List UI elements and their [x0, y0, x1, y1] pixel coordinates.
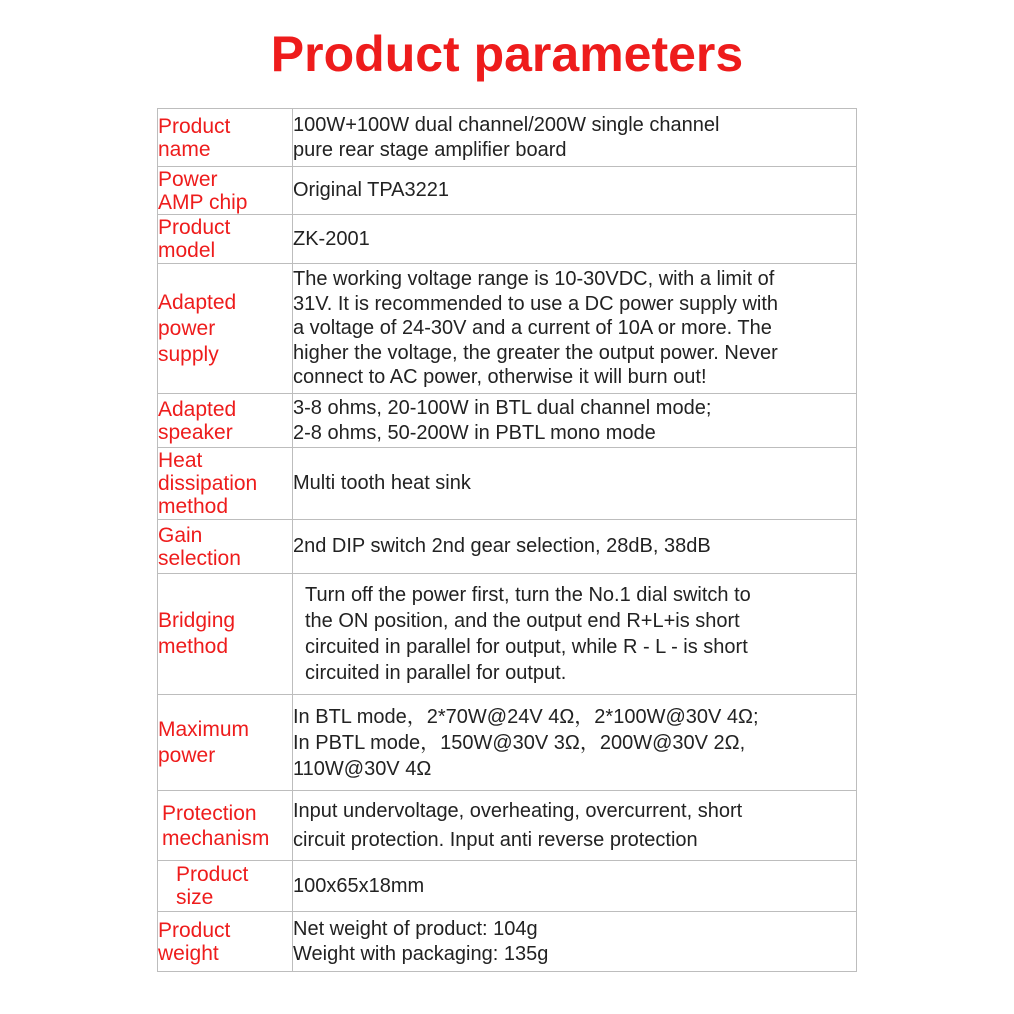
table-row: [158, 574, 857, 695]
row-value: 100W+100W dual channel/200W single channel pure rear stage amplifier board: [293, 114, 720, 161]
row-label: Product weight: [158, 918, 231, 965]
row-value-cell: [293, 574, 857, 695]
row-label-cell: [158, 167, 293, 215]
table-row: [158, 264, 857, 394]
table-row: [158, 448, 857, 520]
table-row: [158, 520, 857, 574]
row-label: Heat dissipation method: [158, 449, 258, 518]
row-label-cell: [158, 109, 293, 167]
row-value-cell: [293, 520, 857, 574]
row-value: Turn off the power first, turn the No.1 dial switch to the ON position, and the output end R+L+is short circuited in parallel for output, while R - L - is short circuited in parallel for output.: [305, 584, 751, 684]
row-value-cell: [293, 264, 857, 394]
row-value-cell: [293, 791, 857, 861]
row-label-cell: [158, 448, 293, 520]
row-label: Product size: [176, 863, 249, 909]
row-label-cell: [158, 574, 293, 695]
table-row: [158, 861, 857, 912]
row-label: Adapted power supply: [158, 290, 237, 366]
row-value-cell: [293, 695, 857, 791]
row-label-cell: [158, 264, 293, 394]
row-value: ZK-2001: [293, 227, 370, 250]
row-label-cell: [158, 695, 293, 791]
row-value: 100x65x18mm: [293, 874, 425, 897]
row-label: Gain selection: [158, 523, 241, 570]
row-label-cell: [158, 520, 293, 574]
table-row: [158, 695, 857, 791]
row-value-cell: [293, 448, 857, 520]
row-value: 2nd DIP switch 2nd gear selection, 28dB, 38dB: [293, 535, 711, 558]
table-row: [158, 215, 857, 264]
row-value: 3-8 ohms, 20-100W in BTL dual channel mode; 2-8 ohms, 50-200W in PBTL mono mode: [293, 397, 712, 444]
row-value-cell: [293, 109, 857, 167]
row-label: Maximum power: [158, 717, 250, 767]
row-value: Multi tooth heat sink: [293, 472, 471, 495]
table-row: [158, 109, 857, 167]
row-value-cell: [293, 912, 857, 972]
table-row: [158, 912, 857, 972]
row-label: Product model: [158, 216, 231, 262]
row-value: Net weight of product: 104g Weight with packaging: 135g: [293, 918, 549, 965]
row-value: The working voltage range is 10-30VDC, with a limit of 31V. It is recommended to use a DC power supply with a voltage of 24-30V and a current of 10A or more. The higher the voltage, the greater the output power. Never connect to AC power, otherwise it will burn out!: [293, 268, 779, 389]
row-label: Power AMP chip: [158, 167, 248, 214]
table-row: [158, 394, 857, 448]
row-label-cell: [158, 215, 293, 264]
row-value: Original TPA3221: [293, 179, 450, 202]
row-label-cell: [158, 791, 293, 861]
row-label: Product name: [158, 114, 231, 161]
product-parameters-table: [157, 108, 857, 972]
row-label-cell: [158, 861, 293, 912]
row-label: Bridging method: [158, 609, 236, 658]
page-title: Product parameters: [270, 26, 744, 82]
row-label: Adapted speaker: [158, 397, 237, 444]
row-value: Input undervoltage, overheating, overcurrent, short circuit protection. Input anti reverse protection: [293, 799, 743, 851]
row-value-cell: [293, 861, 857, 912]
row-value-cell: [293, 215, 857, 264]
table-row: [158, 791, 857, 861]
table-row: [158, 167, 857, 215]
row-value-cell: [293, 394, 857, 448]
row-value: In BTL mode，2*70W@24V 4Ω，2*100W@30V 4Ω; In PBTL mode，150W@30V 3Ω，200W@30V 2Ω, 110W@30V 4Ω: [293, 705, 759, 780]
row-label-cell: [158, 912, 293, 972]
row-label: Protection mechanism: [162, 801, 270, 850]
row-label-cell: [158, 394, 293, 448]
row-value-cell: [293, 167, 857, 215]
